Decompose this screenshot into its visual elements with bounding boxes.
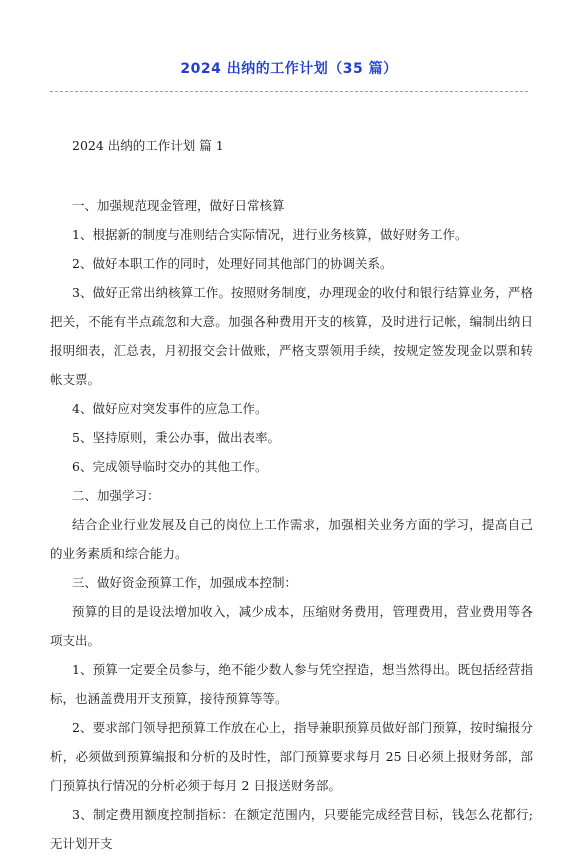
paragraph: 3、制定费用额度控制指标：在额定范围内，只要能完成经营目标，钱怎么花都行;无计划开支 (50, 807, 533, 851)
paragraph: 5、坚持原则，秉公办事，做出表率。 (72, 430, 280, 445)
document-body (50, 191, 533, 858)
paragraph: 二、加强学习： (72, 488, 160, 503)
paragraph: 一、加强规范现金管理，做好日常核算 (72, 198, 285, 213)
paragraph: 1、预算一定要全员参与，绝不能少数人参与凭空捏造，想当然得出。既包括经营指标，也涵盖费用开支预算，接待预算等等。 (50, 662, 533, 706)
section-heading: 2024 出纳的工作计划 篇 1 (72, 138, 224, 153)
paragraph: 4、做好应对突发事件的应急工作。 (72, 401, 268, 416)
paragraph: 2、做好本职工作的同时，处理好同其他部门的协调关系。 (72, 256, 393, 271)
paragraph: 1、根据新的制度与准则结合实际情况，进行业务核算，做好财务工作。 (72, 227, 468, 242)
paragraph: 3、做好正常出纳核算工作。按照财务制度，办理现金的收付和银行结算业务，严格把关，不能有半点疏忽和大意。加强各种费用开支的核算，及时进行记帐，编制出纳日报明细表，汇总表，月初报交会计做账，严格支票领用手续，按规定签发现金以票和转帐支票。 (50, 285, 533, 387)
paragraph: 结合企业行业发展及自己的岗位上工作需求，加强相关业务方面的学习，提高自己的业务素质和综合能力。 (50, 517, 533, 561)
title-divider (50, 91, 528, 92)
paragraph: 2、要求部门领导把预算工作放在心上，指导兼职预算员做好部门预算，按时编报分析，必须做到预算编报和分析的及时性，部门预算要求每月 25 日必须上报财务部，部门预算执行情况的分析必须于每月 2 日报送财务部。 (50, 720, 533, 793)
document-title: 2024 出纳的工作计划（35 篇） (180, 61, 398, 77)
paragraph: 预算的目的是设法增加收入，减少成本，压缩财务费用，管理费用，营业费用等各项支出。 (50, 604, 533, 648)
paragraph: 6、完成领导临时交办的其他工作。 (72, 459, 268, 474)
paragraph: 三、做好资金预算工作，加强成本控制： (72, 575, 298, 590)
